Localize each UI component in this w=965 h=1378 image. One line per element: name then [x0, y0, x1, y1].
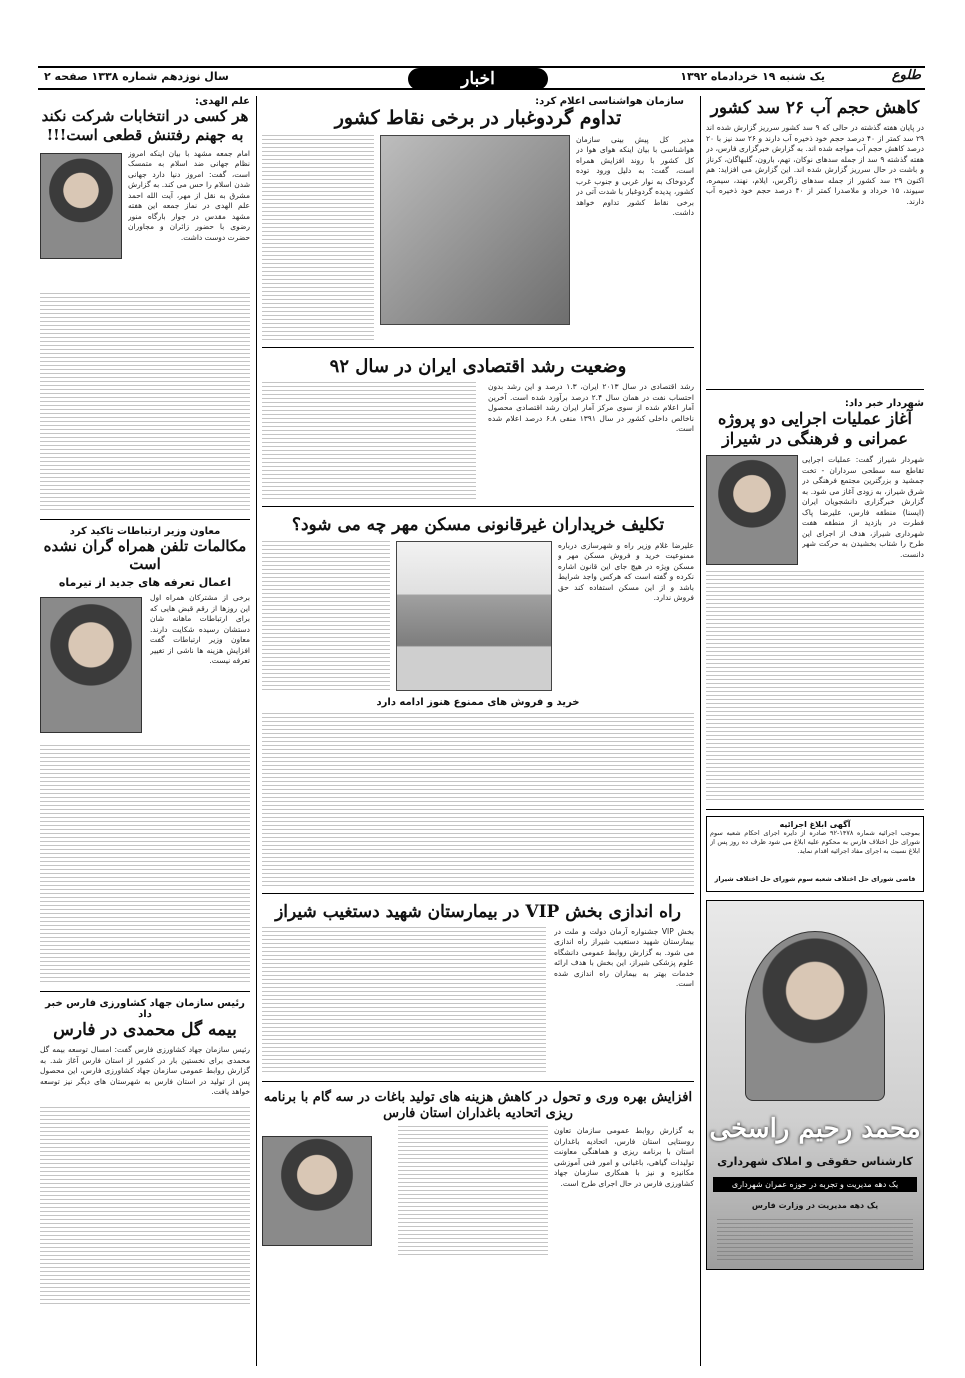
article-body-continued — [40, 745, 250, 985]
cleric-photo — [40, 153, 122, 259]
article-title: راه اندازی بخش VIP در بیمارستان شهید دستغیب شیراز — [275, 901, 681, 922]
left-column — [40, 96, 250, 1307]
article-body-continued — [262, 541, 390, 691]
article-body: برخی از مشترکان همراه اول این روزها از رقم قبض هایی که برای ارتباطات ماهانه شان دستشان رسیده شکایت دارند. معاون وزیر ارتباطات گفت افزایش هزینه ها ناشی از تغییر تعرفه نیست. — [150, 593, 250, 665]
article-body: امام جمعه مشهد با بیان اینکه امروز نظام جهانی ضد اسلام به متمسک است، گفت: امروز دنیا دارد جهانی شدن اسلام را حس می کند. به گزارش مشرق به نقل از مهر، آیت الله احمد علم الهدی در نماز جمعه این هفته مشهد مقدس در جوار بارگاه منور رضوی با حضور زائران و مجاوران حضرت دوست داشت. — [128, 148, 250, 242]
official-photo — [706, 455, 798, 565]
ad-tagline: یک دهه مدیریت و تجربه در حوزه عمران شهرداری — [713, 1177, 917, 1192]
header-date: یک شنبه ۱۹ خردادماه ۱۳۹۲ — [680, 70, 825, 83]
article-subheading: اعمال تعرفه های جدید از تیرماه — [58, 576, 232, 589]
article-title: افزایش بهره وری و تحول در کاهش هزینه های تولید باغات در سه گام با برنامه ریزی اتحادیه باغداران استان فارس — [263, 1089, 693, 1121]
ad-footer: یک دهه مدیریت در وزارت فارس — [751, 1201, 879, 1211]
ad-fineprint — [717, 1219, 913, 1263]
article-body: رشد اقتصادی در سال ۲۰۱۳ ایران، ۱.۳ درصد و این رشد بدون احتساب نفت در همان سال ۲.۴ درصد برآورد شده است. آخرین آمار اعلام شده از سوی مرکز آمار ایران رشد اقتصادی محصول ناخالص داخلی کشور در سال ۱۳۹۱ منفی ۶.۸ درصد اعلام شده است. — [488, 382, 694, 434]
article-body: در پایان هفته گذشته در حالی که ۹ سد کشور سرریز گزارش شده اند ۲۹ سد کمتر از ۴۰ درصد حجم خود ذخیره آب دارند و ۲۶ سد نیز با ۲۰ درصد کاهش حجم آب مواجه شده اند. به گزارش خبرگزاری فارس، در هفته گذشته ۹ سد از جمله سدهای نوکان، تهم، بارون، گلبهاگان، کرناز و باشت در حال سرریز گزارش شده اند. این گزارش می افزاید: هم اکنون ۲۹ سد کشور از جمله سدهای زاگرس، ایلام، نهند، سیمره، سیوند، ۱۵ خرداد و ملاصدرا کمتر از ۴۰ درصد حجم خود ذخیره آب دارند. — [706, 123, 924, 206]
candidate-title: کارشناس حقوقی و املاک شهرداری — [717, 1155, 913, 1169]
article-body: بخش VIP جشنواره آرمان دولت و ملت در بیمارستان شهید دستغیب شیراز راه اندازی می شود. به گزارش روابط عمومی دانشگاه علوم پزشکی شیراز، این بخش با هدف ارائه خدمات بهتر به بیماران راه اندازی شده است. — [554, 926, 694, 989]
official-photo — [262, 1136, 372, 1246]
divider — [40, 991, 250, 992]
housing-construction-photo — [396, 541, 552, 691]
article-title: وضعیت رشد اقتصادی ایران در سال ۹۲ — [329, 355, 627, 377]
article-title: بیمه گل محمدی در فارس — [53, 1020, 237, 1040]
article-body-continued — [262, 382, 476, 500]
article-body: شهردار شیراز گفت: عملیات اجرایی تقاطع سه سطحی سرداران - تخت جمشید و بزرگترین مجتمع فرهنگی در شرق شیراز، به زودی آغاز می شود. به گزارش خبرگزاری دانشجویان ایران (ایسنا) منطقه فارس، علیرضا پاک فطرت در بازدید از منطقه هفت شهرداری شیراز، هدف از اجرای این طرح را شتاب بخشیدن به حرکت شهر دانست. — [802, 455, 924, 559]
article-body-continued — [398, 1126, 548, 1258]
column-divider — [700, 96, 701, 1366]
article-kicker: سازمان هواشناسی اعلام کرد: — [535, 96, 684, 107]
article-title: کاهش حجم آب ۲۶ سد کشور — [710, 98, 920, 118]
candidate-photo — [745, 931, 885, 1101]
article-title: آغاز عملیات اجرایی دو پروژه عمرانی و فرهنگی در شیراز — [718, 409, 912, 449]
page-masthead: اخبار — [408, 68, 548, 90]
candidate-name: محمد رحیم راسخی — [709, 1114, 921, 1145]
newspaper-logo: طلوع — [891, 68, 921, 83]
article-kicker: شهردار خبر داد: — [844, 398, 924, 410]
divider — [706, 809, 924, 810]
divider — [40, 519, 250, 520]
notice-footer: قاضی شورای حل اختلاف شعبه سوم شورای حل اختلاف شیراز — [714, 875, 916, 884]
column-divider — [256, 96, 257, 1366]
article-body-continued — [706, 571, 924, 803]
article-body-continued — [262, 135, 374, 341]
center-column — [262, 96, 694, 1258]
article-body: رئیس سازمان جهاد کشاورزی فارس گفت: امسال توسعه بیمه گل محمدی برای نخستین بار در کشور از استان فارس آغاز شد. به گزارش روابط عمومی سازمان جهاد کشاورزی فارس، این محصول پس از تولید در استان فارس به شهرستان های دیگر نیز توسعه خواهد یافت. — [40, 1045, 250, 1097]
article-body-continued — [262, 713, 694, 889]
article-title: تکلیف خریداران غیرقانونی مسکن مهر چه می شود؟ — [291, 515, 665, 536]
campaign-ad — [706, 900, 924, 1270]
article-kicker: علم الهدی: — [195, 96, 250, 107]
divider — [262, 893, 694, 894]
article-body: علیرضا غلام وزیر راه و شهرسازی درباره ممنوعیت خرید و فروش مسکن مهر و مسکن ویژه در هیچ جای این قانون اشاره نکرده و گفته است که هرکس واجد شرایط باشد و از این مسکن استفاده کند حق فروش ندارد. — [558, 540, 694, 602]
divider — [262, 1081, 694, 1082]
article-title: تداوم گردوغبار در برخی نقاط کشور — [334, 107, 622, 129]
article-body: مدیر کل پیش بینی سازمان هواشناسی با بیان اینکه هوای هوا در کل کشور با روند افزایش همراه است، گفت: به دلیل ورود توده گردوخاک به نوار غربی و جنوب غرب کشور، پدیده گردوغبار با شدت آتی در برخی نقاط کشور تداوم خواهد داشت. — [576, 134, 694, 218]
article-kicker: معاون وزیر ارتباطات تاکید کرد — [69, 525, 221, 537]
header-issue-info: سال نوزدهم شماره ۱۳۳۸ صفحه ۲ — [44, 70, 229, 83]
article-title: هر کسی در انتخابات شرکت نکند به جهنم رفتنش قطعی است!!! — [41, 107, 249, 144]
article-kicker: رئیس سازمان جهاد کشاورزی فارس خبر داد — [45, 998, 245, 1020]
legal-notice — [706, 816, 924, 892]
notice-title: آگهی ابلاغ اجرائیه — [779, 820, 851, 830]
article-subheading: خرید و فروش های ممنوع هنوز ادامه دارد — [376, 696, 580, 708]
divider — [262, 347, 694, 348]
right-column — [706, 96, 924, 1270]
article-title: مکالمات تلفن همراه گران نشده است — [43, 536, 247, 574]
divider — [706, 389, 924, 390]
article-body-continued — [262, 927, 546, 1075]
official-photo — [40, 597, 142, 733]
dust-traffic-photo — [380, 135, 570, 325]
article-body: به گزارش روابط عمومی سازمان تعاون روستایی استان فارس، اتحادیه باغداران استان با برنامه ریزی و هماهنگی معاونت تولیدات گیاهی، باغبانی و امور فنی آموزشی مکانیزه و نیز با همکاری سازمان جهاد کشاورزی فارس در حال اجرای طرح است. — [554, 1126, 694, 1188]
divider — [262, 506, 694, 507]
article-body-continued — [40, 293, 250, 513]
notice-body: بموجب اجرائیه شماره ۱۴۷۸-۹۲ صادره از دایره اجرای احکام شعبه سوم شورای حل اختلاف فارس به محکوم علیه ابلاغ می شود ظرف ده روز پس از ابلاغ نسبت به اجرای مفاد اجرائیه اقدام نماید. — [710, 829, 920, 856]
article-body-continued — [40, 1107, 250, 1307]
